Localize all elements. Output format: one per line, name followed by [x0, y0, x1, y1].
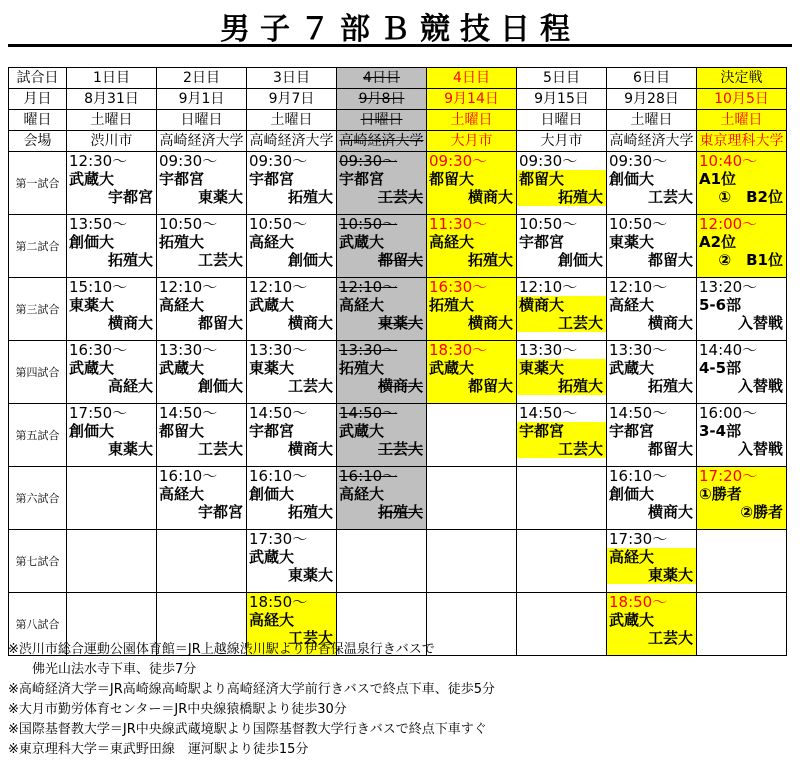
note-line: ※国際基督教大学＝JR中央線武蔵境駅より国際基督教大学行きバスで終点下車すぐ: [8, 722, 487, 737]
date-c6: 9月28日: [607, 89, 697, 110]
team-b: 拓殖大: [107, 251, 153, 269]
day-c6: 6日目: [607, 68, 697, 89]
team-a: A2位: [699, 233, 737, 251]
team-a: 5-6部: [699, 296, 742, 314]
match-time: 13:30〜: [159, 341, 218, 359]
match-cell: [697, 404, 787, 467]
title-underline: [8, 44, 792, 47]
match-cell: [517, 215, 607, 278]
team-b: 入替戦: [737, 314, 783, 332]
team-b: 横商大: [287, 440, 333, 458]
match-time: 15:10〜: [69, 278, 128, 296]
notes: [8, 640, 495, 760]
team-a: 都留大: [159, 422, 205, 440]
team-a: 宇都宮: [249, 170, 295, 188]
day-c1: 2日目: [157, 68, 247, 89]
empty-cell: [697, 593, 787, 656]
match-time: 16:10〜: [339, 467, 398, 485]
team-b: 工芸大: [287, 629, 333, 647]
venue-c2: 高崎経済大学: [247, 131, 337, 152]
date-c4: 9月14日: [427, 89, 517, 110]
team-a: ①勝者: [699, 485, 742, 503]
team-b: 横商大: [647, 503, 693, 521]
empty-cell: [427, 530, 517, 593]
match-time: 17:30〜: [609, 530, 668, 548]
team-a: 東薬大: [69, 296, 115, 314]
match-cell: [67, 341, 157, 404]
team-a: A1位: [699, 170, 737, 188]
team-b: 横商大: [107, 314, 153, 332]
empty-cell: [427, 467, 517, 530]
game-label: 第三試合: [9, 278, 67, 341]
row-date: [9, 89, 787, 110]
day-c0: 1日目: [67, 68, 157, 89]
weekday-c2: 土曜日: [247, 110, 337, 131]
match-cell: [517, 404, 607, 467]
match-cell: [697, 467, 787, 530]
day-c3: 4日目: [337, 68, 427, 89]
team-a: 創価大: [609, 170, 655, 188]
team-a: 宇都宮: [609, 422, 655, 440]
team-a: 都留大: [429, 170, 475, 188]
venue-c3: 高崎経済大学: [337, 131, 427, 152]
match-time: 09:30〜: [159, 152, 218, 170]
match-time: 17:20〜: [699, 467, 758, 485]
team-b: 工芸大: [517, 314, 606, 332]
match-time: 18:50〜: [249, 593, 308, 611]
team-b: 工芸大: [377, 440, 423, 458]
match-time: 09:30〜: [519, 152, 578, 170]
match-time: 14:40〜: [699, 341, 758, 359]
team-a: 高経大: [339, 485, 385, 503]
team-b: 工芸大: [377, 188, 423, 206]
team-a: 拓殖大: [339, 359, 385, 377]
team-a: 宇都宮: [249, 422, 295, 440]
match-cell: [607, 215, 697, 278]
match-time: 10:40〜: [699, 152, 758, 170]
match-cell: [697, 341, 787, 404]
match-time: 13:30〜: [609, 341, 668, 359]
date-c1: 9月1日: [157, 89, 247, 110]
label-date: 月日: [9, 89, 67, 110]
match-time: 18:30〜: [429, 341, 488, 359]
label-weekday: 曜日: [9, 110, 67, 131]
team-b: 工芸大: [647, 188, 693, 206]
team-a: 高経大: [249, 233, 295, 251]
team-b: 東薬大: [287, 566, 333, 584]
match-cell: [247, 278, 337, 341]
match-cell: [247, 404, 337, 467]
team-a: 4-5部: [699, 359, 742, 377]
match-cell: [337, 341, 427, 404]
match-cell: [337, 215, 427, 278]
team-b: 都留大: [197, 314, 243, 332]
match-cell: [67, 215, 157, 278]
match-time: 09:30〜: [609, 152, 668, 170]
game-row: [9, 404, 787, 467]
empty-cell: [517, 593, 607, 656]
match-time: 13:20〜: [699, 278, 758, 296]
weekday-c6: 土曜日: [607, 110, 697, 131]
match-cell: [247, 152, 337, 215]
match-time: 10:50〜: [159, 215, 218, 233]
team-a: 創価大: [609, 485, 655, 503]
match-time: 14:50〜: [339, 404, 398, 422]
empty-cell: [427, 404, 517, 467]
weekday-c0: 土曜日: [67, 110, 157, 131]
match-time: 10:50〜: [609, 215, 668, 233]
team-b: 都留大: [467, 377, 513, 395]
match-cell: [247, 341, 337, 404]
team-b: 都留大: [647, 251, 693, 269]
match-time: 14:50〜: [249, 404, 308, 422]
venue-c1: 高崎経済大学: [157, 131, 247, 152]
day-c2: 3日目: [247, 68, 337, 89]
match-cell: [427, 341, 517, 404]
game-label: 第八試合: [9, 593, 67, 656]
team-b: 宇都宮: [107, 188, 153, 206]
match-cell: [607, 593, 697, 656]
game-label: 第五試合: [9, 404, 67, 467]
team-b: 都留大: [377, 251, 423, 269]
day-c5: 5日目: [517, 68, 607, 89]
match-time: 12:00〜: [699, 215, 758, 233]
team-b: ① B2位: [718, 188, 783, 206]
team-b: 東薬大: [607, 566, 696, 584]
venue-c7: 東京理科大学: [697, 131, 787, 152]
game-row: [9, 215, 787, 278]
match-cell: [607, 530, 697, 593]
match-cell: [67, 404, 157, 467]
team-a: 東薬大: [609, 233, 655, 251]
game-row: [9, 152, 787, 215]
match-time: 12:10〜: [339, 278, 398, 296]
row-venue: [9, 131, 787, 152]
weekday-c3: 日曜日: [337, 110, 427, 131]
schedule-table: [8, 67, 787, 656]
team-a: 東薬大: [517, 359, 606, 377]
venue-c6: 高崎経済大学: [607, 131, 697, 152]
venue-c5: 大月市: [517, 131, 607, 152]
game-row: [9, 467, 787, 530]
match-cell: [337, 404, 427, 467]
team-a: 創価大: [249, 485, 295, 503]
team-a: 武蔵大: [69, 359, 115, 377]
date-c3: 9月8日: [337, 89, 427, 110]
match-cell: [337, 152, 427, 215]
empty-cell: [697, 530, 787, 593]
match-time: 16:10〜: [249, 467, 308, 485]
match-cell: [67, 152, 157, 215]
date-c5: 9月15日: [517, 89, 607, 110]
row-day: [9, 68, 787, 89]
note-line: ※東京理科大学＝東武野田線 運河駅より徒歩15分: [8, 742, 309, 757]
empty-cell: [337, 530, 427, 593]
team-b: 創価大: [197, 377, 243, 395]
team-b: 拓殖大: [517, 188, 606, 206]
match-time: 09:30〜: [429, 152, 488, 170]
match-cell: [607, 278, 697, 341]
team-b: 横商大: [467, 314, 513, 332]
team-a: 高経大: [159, 485, 205, 503]
team-b: ②勝者: [740, 503, 783, 521]
team-a: 創価大: [69, 233, 115, 251]
label-venue: 会場: [9, 131, 67, 152]
team-a: 拓殖大: [159, 233, 205, 251]
game-row: [9, 341, 787, 404]
game-row: [9, 278, 787, 341]
page-title: 男子７部Ｂ競技日程: [220, 12, 580, 47]
empty-cell: [517, 467, 607, 530]
match-time: 09:30〜: [249, 152, 308, 170]
game-label: 第二試合: [9, 215, 67, 278]
note-line: ※大月市勤労体育センター＝JR中央線猿橋駅より徒歩30分: [8, 702, 347, 717]
team-b: 入替戦: [737, 377, 783, 395]
empty-cell: [67, 467, 157, 530]
team-b: 東薬大: [377, 314, 423, 332]
team-a: 宇都宮: [517, 422, 606, 440]
weekday-c5: 日曜日: [517, 110, 607, 131]
row-weekday: [9, 110, 787, 131]
match-cell: [607, 152, 697, 215]
match-cell: [67, 278, 157, 341]
team-b: 都留大: [647, 440, 693, 458]
match-time: 09:30〜: [339, 152, 398, 170]
day-c7: 決定戦: [697, 68, 787, 89]
team-b: 拓殖大: [377, 503, 423, 521]
team-a: 武蔵大: [249, 548, 295, 566]
team-a: 武蔵大: [339, 233, 385, 251]
game-label: 第七試合: [9, 530, 67, 593]
match-time: 13:30〜: [519, 341, 578, 359]
team-b: 拓殖大: [287, 503, 333, 521]
team-a: 高経大: [607, 548, 696, 566]
match-time: 12:10〜: [519, 278, 578, 296]
match-cell: [697, 215, 787, 278]
team-b: 拓殖大: [517, 377, 606, 395]
team-b: 東薬大: [197, 188, 243, 206]
team-a: 武蔵大: [339, 422, 385, 440]
match-time: 16:30〜: [429, 278, 488, 296]
team-a: 都留大: [517, 170, 606, 188]
team-a: 武蔵大: [609, 359, 655, 377]
team-b: 東薬大: [107, 440, 153, 458]
match-cell: [427, 215, 517, 278]
team-b: 入替戦: [737, 440, 783, 458]
venue-c4: 大月市: [427, 131, 517, 152]
match-cell: [247, 530, 337, 593]
match-time: 16:30〜: [69, 341, 128, 359]
team-a: 武蔵大: [249, 296, 295, 314]
match-time: 10:50〜: [519, 215, 578, 233]
venue-c0: 渋川市: [67, 131, 157, 152]
team-a: 拓殖大: [429, 296, 475, 314]
team-b: ② B1位: [718, 251, 783, 269]
match-cell: [607, 404, 697, 467]
match-cell: [337, 278, 427, 341]
team-a: 武蔵大: [609, 611, 655, 629]
match-cell: [337, 467, 427, 530]
team-a: 武蔵大: [69, 170, 115, 188]
team-a: 武蔵大: [429, 359, 475, 377]
team-b: 横商大: [287, 314, 333, 332]
team-a: 東薬大: [249, 359, 295, 377]
match-cell: [517, 152, 607, 215]
game-label: 第一試合: [9, 152, 67, 215]
empty-cell: [67, 530, 157, 593]
note-line: ※渋川市総合運動公園体育館＝JR上越線渋川駅より伊香保温泉行きバスで: [8, 642, 435, 657]
team-b: 高経大: [107, 377, 153, 395]
match-time: 12:10〜: [249, 278, 308, 296]
date-c2: 9月7日: [247, 89, 337, 110]
team-a: 宇都宮: [159, 170, 205, 188]
match-cell: [697, 152, 787, 215]
team-b: 横商大: [377, 377, 423, 395]
day-c4: 4日目: [427, 68, 517, 89]
label-day: 試合日: [9, 68, 67, 89]
team-a: 高経大: [609, 296, 655, 314]
team-b: 工芸大: [647, 629, 693, 647]
team-b: 工芸大: [517, 440, 606, 458]
match-cell: [427, 152, 517, 215]
team-b: 創価大: [557, 251, 603, 269]
match-cell: [427, 278, 517, 341]
team-a: 横商大: [517, 296, 606, 314]
match-time: 16:00〜: [699, 404, 758, 422]
team-a: 宇都宮: [519, 233, 565, 251]
match-cell: [157, 341, 247, 404]
match-cell: [157, 215, 247, 278]
team-a: 武蔵大: [159, 359, 205, 377]
note-line: 佛光山法水寺下車、徒歩7分: [32, 662, 197, 677]
match-cell: [157, 152, 247, 215]
team-b: 横商大: [647, 314, 693, 332]
match-time: 10:50〜: [249, 215, 308, 233]
team-b: 宇都宮: [197, 503, 243, 521]
team-a: 宇都宮: [339, 170, 385, 188]
match-time: 13:50〜: [69, 215, 128, 233]
team-a: 高経大: [429, 233, 475, 251]
team-a: 創価大: [69, 422, 115, 440]
weekday-c4: 土曜日: [427, 110, 517, 131]
match-cell: [247, 467, 337, 530]
match-time: 11:30〜: [429, 215, 488, 233]
team-b: 工芸大: [197, 251, 243, 269]
weekday-c1: 日曜日: [157, 110, 247, 131]
match-time: 12:30〜: [69, 152, 128, 170]
match-time: 13:30〜: [249, 341, 308, 359]
game-label: 第四試合: [9, 341, 67, 404]
match-time: 14:50〜: [159, 404, 218, 422]
match-cell: [157, 278, 247, 341]
match-time: 12:10〜: [609, 278, 668, 296]
game-row: [9, 530, 787, 593]
match-time: 18:50〜: [609, 593, 668, 611]
note-line: ※高崎経済大学＝JR高崎線高崎駅より高崎経済大学前行きバスで終点下車、徒歩5分: [8, 682, 496, 697]
team-a: 高経大: [339, 296, 385, 314]
match-cell: [517, 278, 607, 341]
team-b: 拓殖大: [287, 188, 333, 206]
weekday-c7: 土曜日: [697, 110, 787, 131]
match-time: 14:50〜: [519, 404, 578, 422]
game-label: 第六試合: [9, 467, 67, 530]
match-time: 14:50〜: [609, 404, 668, 422]
team-b: 創価大: [287, 251, 333, 269]
match-cell: [697, 278, 787, 341]
match-time: 12:10〜: [159, 278, 218, 296]
match-time: 16:10〜: [159, 467, 218, 485]
team-b: 横商大: [467, 188, 513, 206]
empty-cell: [157, 530, 247, 593]
match-time: 16:10〜: [609, 467, 668, 485]
match-cell: [157, 404, 247, 467]
team-a: 高経大: [159, 296, 205, 314]
team-b: 工芸大: [197, 440, 243, 458]
date-c7: 10月5日: [697, 89, 787, 110]
match-cell: [607, 341, 697, 404]
team-b: 拓殖大: [467, 251, 513, 269]
match-time: 17:50〜: [69, 404, 128, 422]
team-b: 工芸大: [287, 377, 333, 395]
match-cell: [607, 467, 697, 530]
empty-cell: [517, 530, 607, 593]
match-time: 17:30〜: [249, 530, 308, 548]
match-time: 10:50〜: [339, 215, 398, 233]
team-a: 高経大: [249, 611, 295, 629]
match-cell: [517, 341, 607, 404]
match-cell: [247, 215, 337, 278]
match-time: 13:30〜: [339, 341, 398, 359]
team-b: 拓殖大: [647, 377, 693, 395]
team-a: 3-4部: [699, 422, 742, 440]
match-cell: [157, 467, 247, 530]
date-c0: 8月31日: [67, 89, 157, 110]
